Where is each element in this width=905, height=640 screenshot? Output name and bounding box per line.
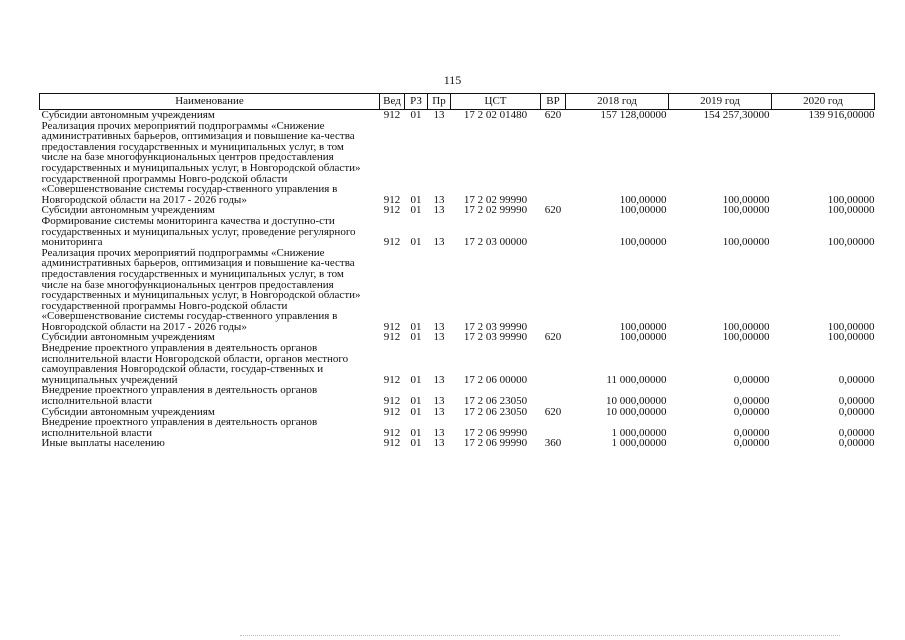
table-body <box>40 110 875 450</box>
cell-pr: 13 <box>433 331 445 344</box>
cell-cst: 17 2 02 01480 <box>463 109 528 121</box>
cell-2019: 100,00000 <box>722 236 770 249</box>
column-header-vr: ВР <box>541 94 566 110</box>
column-header-ved: Вед <box>380 94 405 110</box>
cell-rz: 01 <box>410 331 422 344</box>
column-header-name: Наименование <box>40 94 380 110</box>
cell-2020: 0,00000 <box>838 373 875 386</box>
cell-pr: 13 <box>433 109 445 121</box>
cell-pr: 13 <box>433 320 445 333</box>
cell-rz: 01 <box>410 320 422 333</box>
cell-pr: 13 <box>433 395 445 408</box>
cell-name: Внедрение проектного управления в деятельность органов исполнительной власти <box>41 384 318 408</box>
cell-2020: 100,00000 <box>827 204 875 217</box>
scan-artifact-line <box>240 635 840 637</box>
cell-2018: 11 000,00000 <box>606 373 667 386</box>
cell-ved: 912 <box>383 236 401 249</box>
column-header-cst: ЦСТ <box>451 94 541 110</box>
cell-cst: 17 2 02 99990 <box>463 193 528 206</box>
cell-ved: 912 <box>383 437 401 450</box>
cell-2018: 100,00000 <box>619 320 667 333</box>
budget-table <box>39 93 875 449</box>
cell-2018: 100,00000 <box>619 331 667 344</box>
cell-ved: 912 <box>383 320 401 333</box>
cell-pr: 13 <box>433 193 445 206</box>
cell-name: Иные выплаты населению <box>41 437 165 450</box>
cell-2018: 100,00000 <box>619 204 667 217</box>
cell-name: Внедрение проектного управления в деятельность органов исполнительной власти <box>41 416 318 439</box>
cell-pr: 13 <box>433 426 445 439</box>
cell-rz: 01 <box>410 236 422 249</box>
cell-ved: 912 <box>383 395 401 408</box>
cell-2020: 100,00000 <box>827 193 875 206</box>
cell-rz: 01 <box>410 204 422 217</box>
cell-pr: 13 <box>433 373 445 386</box>
cell-2018: 10 000,00000 <box>606 395 667 408</box>
cell-rz: 01 <box>410 373 422 386</box>
cell-2019: 100,00000 <box>722 204 770 217</box>
cell-vr <box>541 121 566 206</box>
cell-2019: 0,00000 <box>733 395 770 408</box>
cell-cst: 17 2 06 00000 <box>463 373 528 386</box>
table-row <box>40 438 875 449</box>
page-number: 115 <box>443 73 462 87</box>
cell-ved: 912 <box>383 426 401 439</box>
column-header-2018: 2018 год <box>566 94 669 110</box>
cell-vr: 360 <box>544 437 562 450</box>
cell-2019: 0,00000 <box>733 437 770 450</box>
cell-2020: 0,00000 <box>838 426 875 439</box>
cell-cst: 17 2 03 99990 <box>463 320 528 333</box>
column-header-2020: 2020 год <box>772 94 875 110</box>
cell-vr: 620 <box>544 405 562 418</box>
cell-name: Субсидии автономным учреждениям <box>41 204 215 217</box>
cell-ved: 912 <box>383 373 401 386</box>
cell-rz: 01 <box>410 437 422 450</box>
cell-vr: 620 <box>544 109 562 121</box>
cell-2020: 100,00000 <box>827 320 875 333</box>
cell-2020: 139 916,00000 <box>808 109 875 121</box>
cell-2019: 0,00000 <box>733 426 770 439</box>
cell-cst: 17 2 06 99990 <box>463 437 528 450</box>
table-row <box>40 343 875 385</box>
cell-name: Внедрение проектного управления в деятельность органов исполнительной власти Новгородской области, органов местного самоуправления Новгородской области, государ-ственных и муниципальных учреждений <box>41 342 349 386</box>
table-row <box>40 248 875 333</box>
cell-ved: 912 <box>383 109 401 121</box>
cell-cst: 17 2 03 00000 <box>463 236 528 249</box>
cell-name: Формирование системы мониторинга качества и доступно-сти государственных и муниципальных услуг, проведение регулярного мониторинга <box>41 214 356 249</box>
cell-2020: 100,00000 <box>827 331 875 344</box>
cell-vr: 620 <box>544 204 562 217</box>
cell-2020: 0,00000 <box>838 405 875 418</box>
cell-name: Реализация прочих мероприятий подпрограммы «Снижение административных барьеров, оптимизация и повышение ка-чества предоставления государственных и муниципальных услуг, в том числе на базе многофункциональных центров предоставления государственных и муниципальных услуг, в Новгородской области» государственной программы Новго-родской области «Совершенствование системы государ-ственного управления в Новгородской области на 2017 - 2026 годы» <box>41 246 361 333</box>
cell-name: Субсидии автономным учреждениям <box>41 331 215 344</box>
cell-cst: 17 2 06 23050 <box>463 395 528 408</box>
cell-cst: 17 2 02 99990 <box>463 204 528 217</box>
cell-pr: 13 <box>433 204 445 217</box>
table-row <box>40 110 875 121</box>
cell-cst: 17 2 06 99990 <box>463 426 528 439</box>
cell-rz: 01 <box>410 426 422 439</box>
cell-2018: 157 128,00000 <box>600 109 667 121</box>
cell-2019: 100,00000 <box>722 331 770 344</box>
cell-pr: 13 <box>433 405 445 418</box>
cell-2018: 1 000,00000 <box>611 426 667 439</box>
cell-rz: 01 <box>410 193 422 206</box>
cell-vr <box>541 248 566 333</box>
cell-name: Реализация прочих мероприятий подпрограммы «Снижение административных барьеров, оптимизация и повышение ка-чества предоставления государственных и муниципальных услуг, в том числе на базе многофункциональных центров предоставления государственных и муниципальных услуг, в Новгородской области» государственной программы Новго-родской области «Совершенствование системы государ-ственного управления в Новгородской области на 2017 - 2026 годы» <box>41 119 361 206</box>
cell-2020: 0,00000 <box>838 395 875 408</box>
cell-vr <box>541 216 566 248</box>
cell-name: Субсидии автономным учреждениям <box>41 405 215 418</box>
table-row <box>40 385 875 406</box>
cell-2020: 100,00000 <box>827 236 875 249</box>
cell-2019: 154 257,30000 <box>703 109 770 121</box>
cell-2019: 100,00000 <box>722 193 770 206</box>
table-row <box>40 216 875 248</box>
column-header-2019: 2019 год <box>669 94 772 110</box>
cell-cst: 17 2 03 99990 <box>463 331 528 344</box>
cell-vr <box>541 417 566 438</box>
cell-2019: 100,00000 <box>722 320 770 333</box>
cell-vr <box>541 343 566 385</box>
cell-2020: 0,00000 <box>838 437 875 450</box>
cell-name: Субсидии автономным учреждениям <box>41 109 215 121</box>
cell-vr: 620 <box>544 331 562 344</box>
column-header-rz: РЗ <box>405 94 428 110</box>
cell-ved: 912 <box>383 331 401 344</box>
table-row <box>40 121 875 206</box>
cell-2019: 0,00000 <box>733 405 770 418</box>
column-header-pr: Пр <box>428 94 451 110</box>
cell-pr: 13 <box>433 437 445 450</box>
table-header <box>40 94 875 110</box>
table-row <box>40 417 875 438</box>
cell-ved: 912 <box>383 193 401 206</box>
cell-pr: 13 <box>433 236 445 249</box>
cell-rz: 01 <box>410 395 422 408</box>
cell-2019: 0,00000 <box>733 373 770 386</box>
cell-rz: 01 <box>410 405 422 418</box>
cell-ved: 912 <box>383 204 401 217</box>
cell-2018: 100,00000 <box>619 193 667 206</box>
cell-rz: 01 <box>410 109 422 121</box>
cell-2018: 1 000,00000 <box>611 437 667 450</box>
cell-2018: 100,00000 <box>619 236 667 249</box>
cell-vr <box>541 385 566 406</box>
cell-ved: 912 <box>383 405 401 418</box>
cell-cst: 17 2 06 23050 <box>463 405 528 418</box>
cell-2018: 10 000,00000 <box>606 405 667 418</box>
